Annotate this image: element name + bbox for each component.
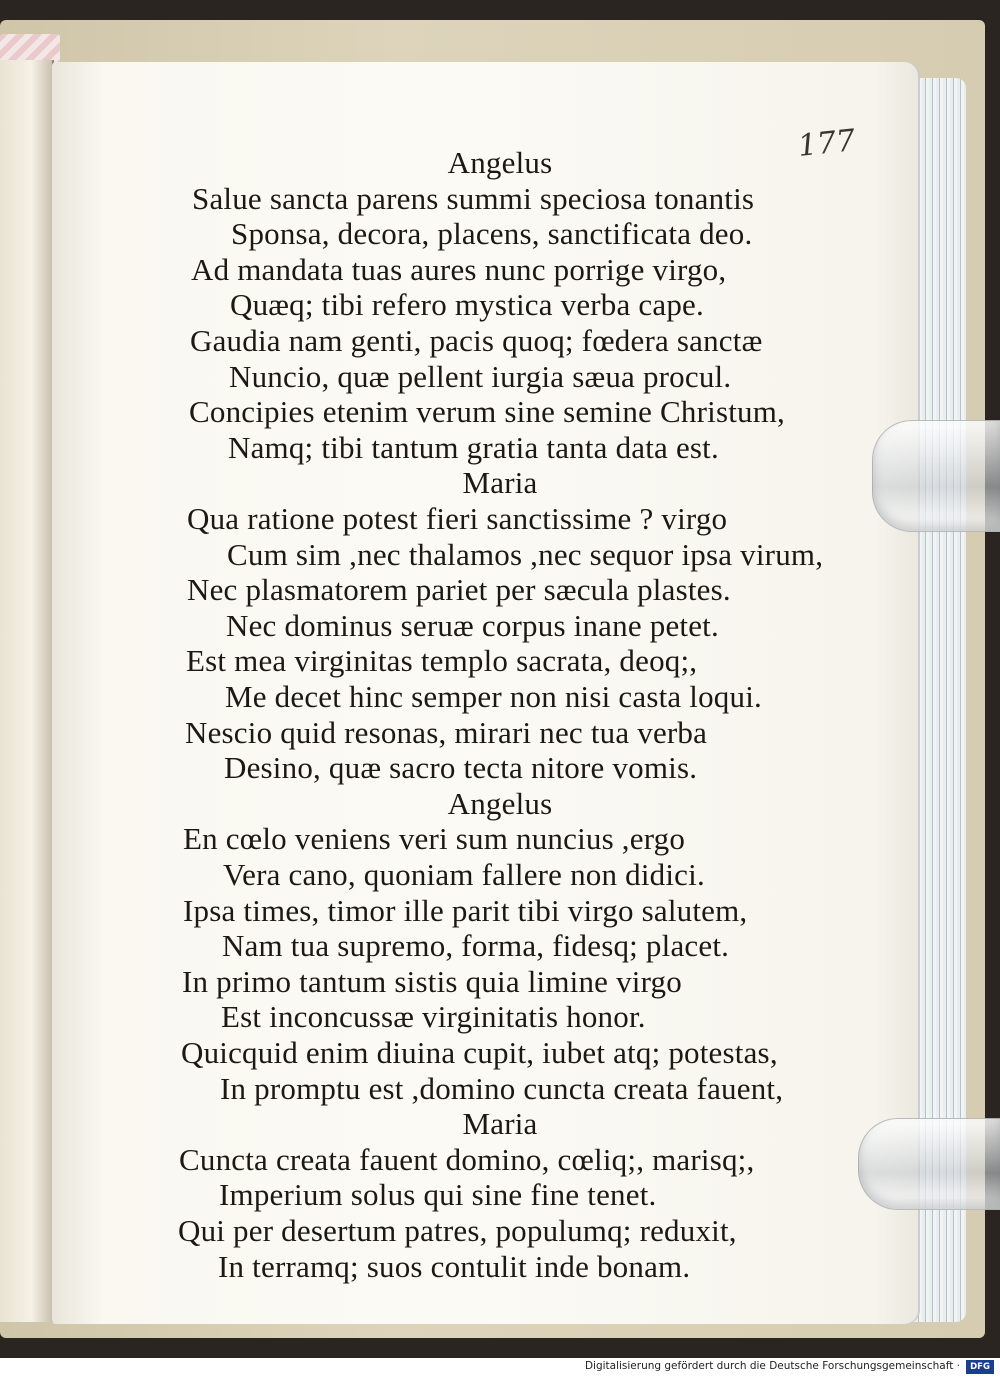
verse-line: Nuncio, quæ pellent iurgia sæua procul. — [229, 358, 732, 394]
verse-line: In primo tantum sistis quia limine virgo — [182, 963, 682, 999]
verse-line: Ipsa times, timor ille parit tibi virgo salutem, — [183, 892, 748, 928]
verse-line: Nec plasmatorem pariet per sæcula plastes. — [187, 572, 731, 608]
verse-line: Salue sancta parens summi speciosa tonantis — [192, 180, 755, 216]
verse-line: Sponsa, decora, placens, sanctificata deo. — [231, 216, 753, 252]
verse-line: Nescio quid resonas, mirari nec tua verba — [185, 714, 708, 750]
verse-line: Desino, quæ sacro tecta nitore vomis. — [224, 750, 698, 786]
verse-line: Qui per desertum patres, populumq; reduxit, — [178, 1213, 737, 1248]
verse-line: Cuncta creata fauent domino, cœliq;, marisq;, — [179, 1141, 755, 1177]
verse-line: Me decet hinc semper non nisi casta loqui. — [225, 679, 762, 714]
verse-line: Vera cano, quoniam fallere non didici. — [223, 857, 705, 892]
verse-line: En cœlo veniens veri sum nuncius ,ergo — [183, 821, 686, 857]
verse-line: In promptu est ,domino cuncta creata fauent, — [220, 1070, 784, 1106]
verse-line: Nec dominus seruæ corpus inane petet. — [226, 607, 719, 643]
verse-line: Qua ratione potest fieri sanctissime ? virgo — [187, 501, 728, 536]
verse-line: Est mea virginitas templo sacrata, deoq;, — [186, 643, 698, 679]
verse-line: Quæq; tibi refero mystica verba cape. — [230, 287, 704, 323]
footer-bar — [0, 1358, 1000, 1378]
dfg-logo: DFG — [966, 1360, 994, 1374]
verse-line: Namq; tibi tantum gratia tanta data est. — [228, 429, 719, 465]
verse-line: Nam tua supremo, forma, fidesq; placet. — [222, 928, 730, 964]
speaker-heading: Angelus — [447, 785, 553, 821]
verse-line: Imperium solus qui sine fine tenet. — [219, 1177, 657, 1213]
verse-line: Cum sim ,nec thalamos ,nec sequor ipsa virum, — [227, 536, 824, 572]
verse-line: Ad mandata tuas aures nunc porrige virgo, — [191, 251, 727, 287]
verse-line: Concipies etenim verum sine semine Christum, — [189, 394, 785, 430]
speaker-heading: Maria — [462, 465, 538, 501]
digitization-credit: Digitalisierung gefördert durch die Deutsche Forschungsgemeinschaft · — [584, 1360, 960, 1372]
verse-line: Gaudia nam genti, pacis quoq; fœdera sanctæ — [190, 323, 763, 358]
speaker-heading: Angelus — [447, 145, 553, 180]
verse-line: Est inconcussæ virginitatis honor. — [221, 999, 646, 1035]
verse-line: Quicquid enim diuina cupit, iubet atq; potestas, — [181, 1035, 778, 1070]
speaker-heading: Maria — [462, 1106, 538, 1142]
folio-number: 177 — [796, 123, 857, 164]
verse-line: In terramq; suos contulit inde bonam. — [218, 1248, 691, 1284]
